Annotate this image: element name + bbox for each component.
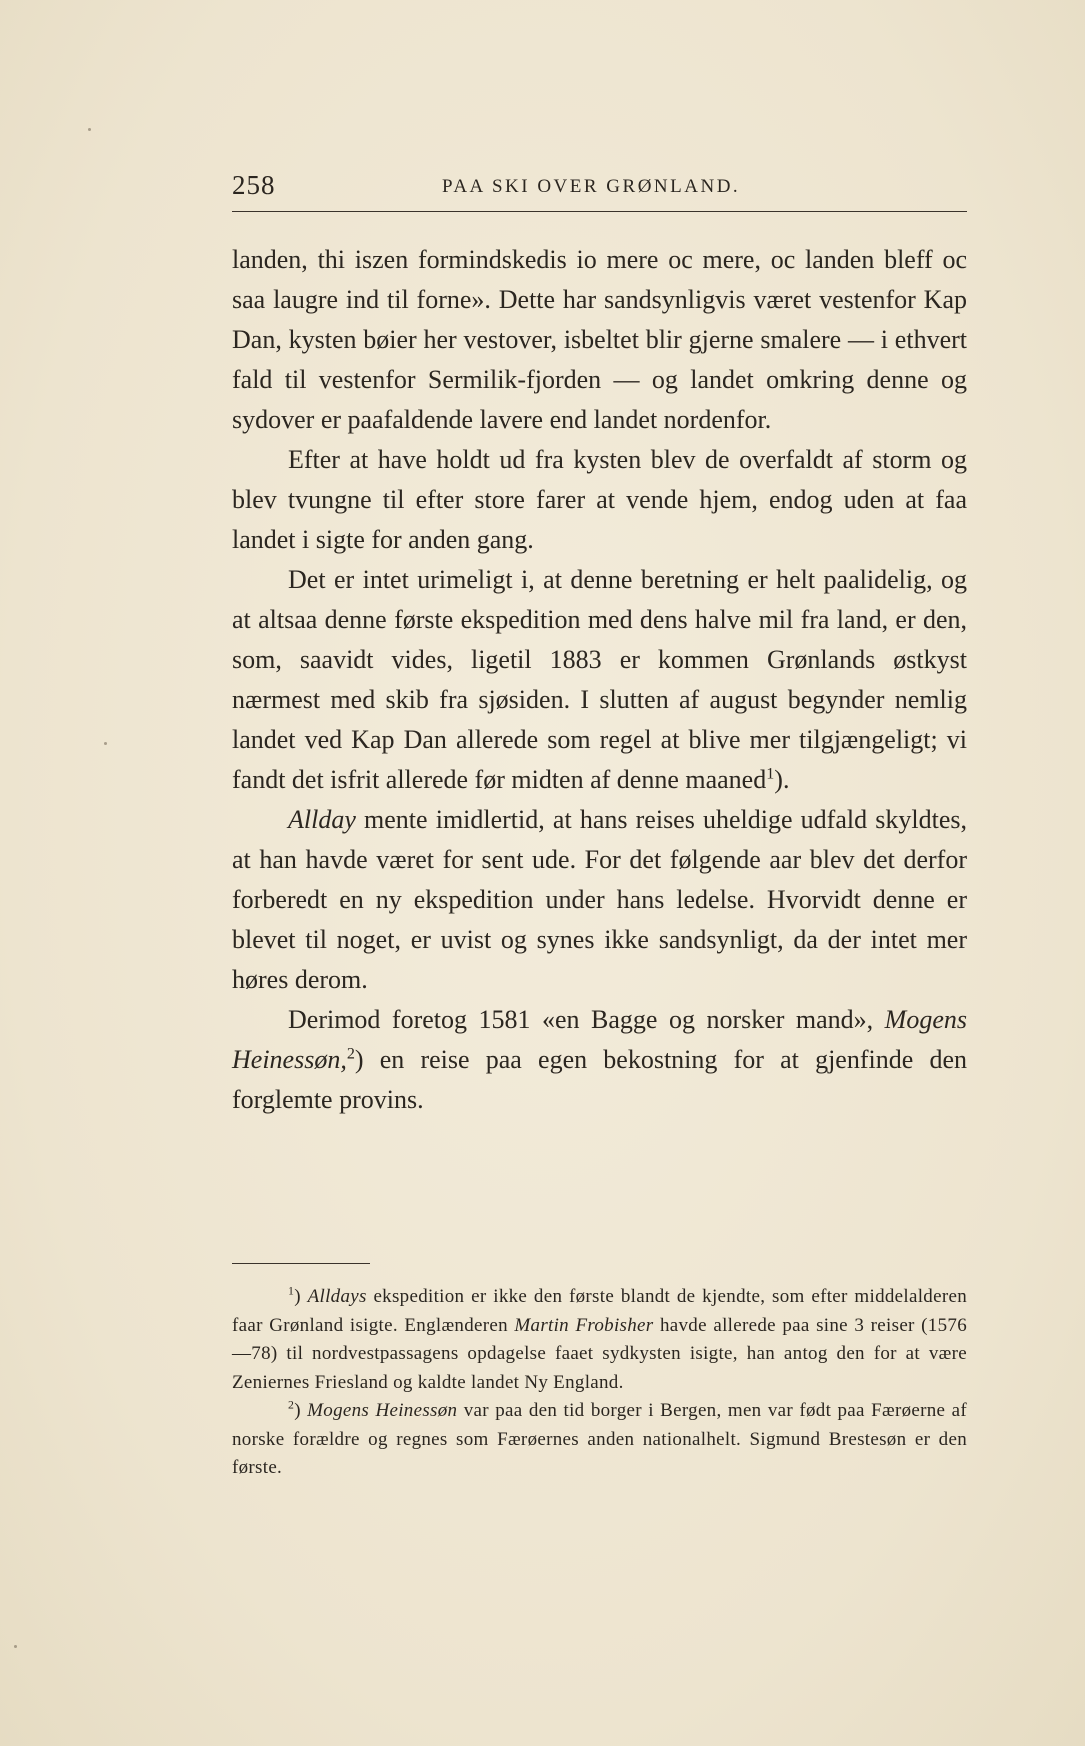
- running-title: PAA SKI OVER GRØNLAND.: [442, 176, 741, 197]
- paragraph-5: [232, 1000, 967, 1120]
- paragraph-3: [232, 560, 967, 800]
- name-mogens: Mogens Heinessøn,: [232, 1005, 967, 1074]
- paper-speck: [104, 742, 107, 745]
- footnote-rule: [232, 1263, 370, 1264]
- footnote-2-mark: 2: [288, 1398, 295, 1412]
- paragraph-5-text: Derimod foretog 1581 «en Bagge og norsker mand»,: [288, 1005, 885, 1034]
- page-header: [232, 170, 967, 210]
- header-rule: [232, 211, 967, 212]
- footnote-ref-1: 1: [766, 765, 775, 783]
- footnote-2: $^2$) Mogens Heinessøn var paa den tid borger i Bergen, men var født paa Færøerne af norske forældre og regnes som Færøernes anden nationalhelt. Sigmund Brestesøn er den første.: [232, 1398, 967, 1478]
- footnotes: [232, 1283, 967, 1483]
- footnote-1-name: Alldays: [307, 1286, 367, 1307]
- paragraph-3-text: Det er intet urimeligt i, at denne beretning er helt paalidelig, og at altsaa denne første ekspedition med dens halve mil fra land, er den, som, saavidt vides, ligetil 1883 er kommen Grønlands østkyst nærmest med skib fra sjøsiden. I slutten af august begynder nemlig landet ved Kap Dan allerede som regel at blive mer tilgjængeligt; vi fandt det isfrit allerede før midten af denne maaned: [232, 565, 967, 794]
- paragraph-1: landen, thi iszen formindskedis io mere oc mere, oc landen bleff oc saa laugre ind til forne». Dette har sandsynligvis været vestenfor Kap Dan, kysten bøier her vestover, isbeltet blir gjerne smalere — i ethvert fald til vestenfor Sermilik-fjorden — og landet omkring denne og sydover er paafaldende lavere end landet nordenfor.: [232, 245, 967, 434]
- name-allday: Allday: [288, 805, 356, 834]
- paragraph-4-text: mente imidlertid, at hans reises uheldige udfald skyldtes, at han havde været for sent ude. For det følgende aar blev det derfor forberedt en ny ekspedition under hans ledelse. Hvorvidt denne er blevet til noget, er uvist og synes ikke sandsynligt, da der intet mer høres derom.: [232, 805, 967, 994]
- footnote-1-text-a: ekspedition er ikke den første blandt de kjendte, som efter middelalderen faar Grønland isigte. Englænderen: [232, 1286, 967, 1336]
- paragraph-2: Efter at have holdt ud fra kysten blev de overfaldt af storm og blev tvungne til efter store farer at vende hjem, endog uden at faa landet i sigte for anden gang.: [232, 445, 967, 554]
- footnote-2-text: var paa den tid borger i Bergen, men var født paa Færøerne af norske forældre og regnes som Færøernes anden nationalhelt. Sigmund Brestesøn er den første.: [232, 1400, 967, 1478]
- paper-speck: [88, 128, 91, 131]
- footnote-1-name-2: Martin Frobisher: [514, 1314, 654, 1336]
- footnote-1-text-b: havde allerede paa sine 3 reiser (1576—78) til nordvestpassagens opdagelse faaet sydkysten isigte, han antog den for at være Zeniernes Friesland og kaldte landet Ny England.: [232, 1314, 967, 1393]
- paragraph-5-end: ) en reise paa egen bekostning for at gjenfinde den forglemte provins.: [232, 1045, 967, 1114]
- footnote-2-name: Mogens Heinessøn: [307, 1400, 458, 1421]
- paragraph-3-end: ).: [774, 765, 790, 794]
- footnote-1: $^1$) Alldays ekspedition er ikke den første blandt de kjendte, som efter middelalderen faar Grønland isigte. Englænderen Martin Frobisher havde allerede paa sine 3 reiser (1576—78) til nordvestpassagens opdagelse faaet sydkysten isigte, han antog den for at være Zeniernes Friesland og kaldte landet Ny England.: [232, 1284, 967, 1393]
- footnote-ref-2: 2: [346, 1045, 355, 1063]
- footnote-1-mark: 1: [288, 1284, 295, 1298]
- paper-speck: [14, 1645, 17, 1648]
- paragraph-4: [232, 800, 967, 1000]
- page-number: 258: [232, 170, 276, 200]
- body-text: [232, 240, 967, 1120]
